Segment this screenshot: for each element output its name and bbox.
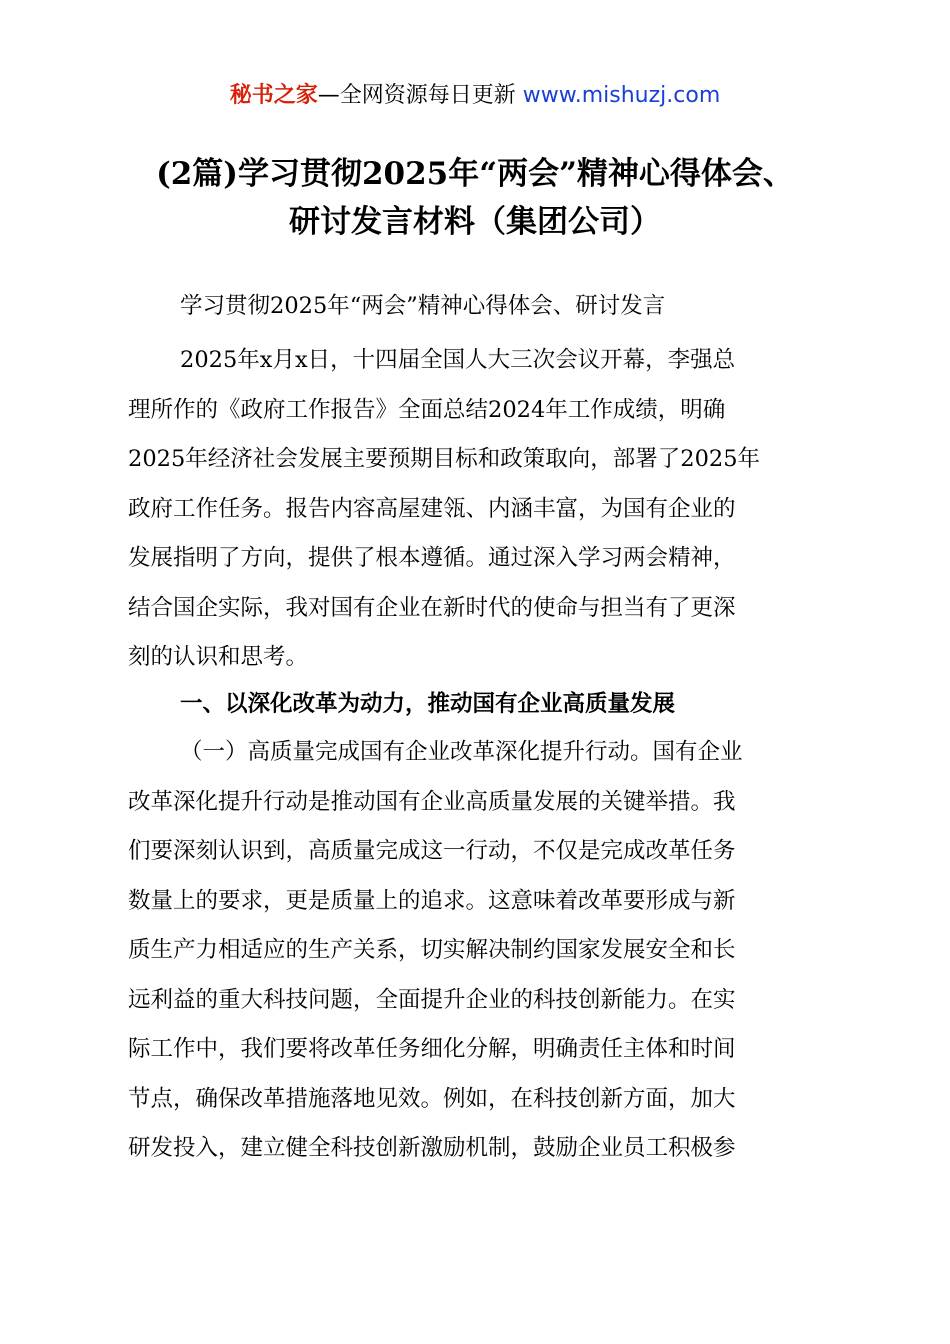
site-name: 秘书之家 (229, 83, 318, 108)
paragraph-line: 2025年经济社会发展主要预期目标和政策取向，部署了2025年 (128, 446, 761, 472)
paragraph-line: 质生产力相适应的生产关系，切实解决制约国家发展安全和长 (128, 937, 736, 963)
paragraph-line: 结合国企实际，我对国有企业在新时代的使命与担当有了更深 (128, 594, 736, 621)
document-subtitle: 学习贯彻2025年“两会”精神心得体会、研讨发言 (180, 293, 666, 319)
site-tagline: —全网资源每日更新 (317, 83, 516, 108)
site-url-link[interactable]: www.mishuzj.com (522, 83, 721, 108)
paragraph-line: 们要深刻认识到，高质量完成这一行动，不仅是完成改革任务 (128, 838, 736, 864)
paragraph-line: 刻的认识和思考。 (128, 644, 309, 670)
paragraph-line: 2025年x月x日，十四届全国人大三次会议开幕，李强总 (180, 347, 736, 373)
title-line-1: (2篇)学习贯彻2025年“两会”精神心得体会、 (156, 156, 794, 192)
document-title (60, 150, 890, 246)
paragraph-line: 发展指明了方向，提供了根本遵循。通过深入学习两会精神， (128, 545, 736, 571)
paragraph-line: 政府工作任务。报告内容高屋建瓴、内涵丰富，为国有企业的 (128, 495, 736, 522)
paragraph-line: 节点，确保改革措施落地见效。例如，在科技创新方面，加大 (128, 1085, 736, 1112)
site-banner (0, 80, 950, 112)
intro-paragraph (128, 336, 830, 683)
paragraph-line: 理所作的《政府工作报告》全面总结2024年工作成绩，明确 (128, 396, 726, 423)
paragraph-line: 数量上的要求，更是质量上的追求。这意味着改革要形成与新 (128, 887, 736, 914)
paragraph-line: 研发投入，建立健全科技创新激励机制，鼓励企业员工积极参 (128, 1135, 736, 1161)
paragraph-line: （一）高质量完成国有企业改革深化提升行动。国有企业 (180, 739, 743, 765)
section-heading-1: 一、以深化改革为动力，推动国有企业高质量发展 (180, 691, 676, 717)
paragraph-line: 远利益的重大科技问题，全面提升企业的科技创新能力。在实 (128, 986, 736, 1013)
section1-paragraph-1 (128, 728, 830, 1174)
paragraph-line: 际工作中，我们要将改革任务细化分解，明确责任主体和时间 (128, 1036, 736, 1062)
paragraph-line: 改革深化提升行动是推动国有企业高质量发展的关键举措。我 (128, 788, 736, 815)
title-line-2: 研讨发言材料（集团公司） (289, 204, 661, 240)
